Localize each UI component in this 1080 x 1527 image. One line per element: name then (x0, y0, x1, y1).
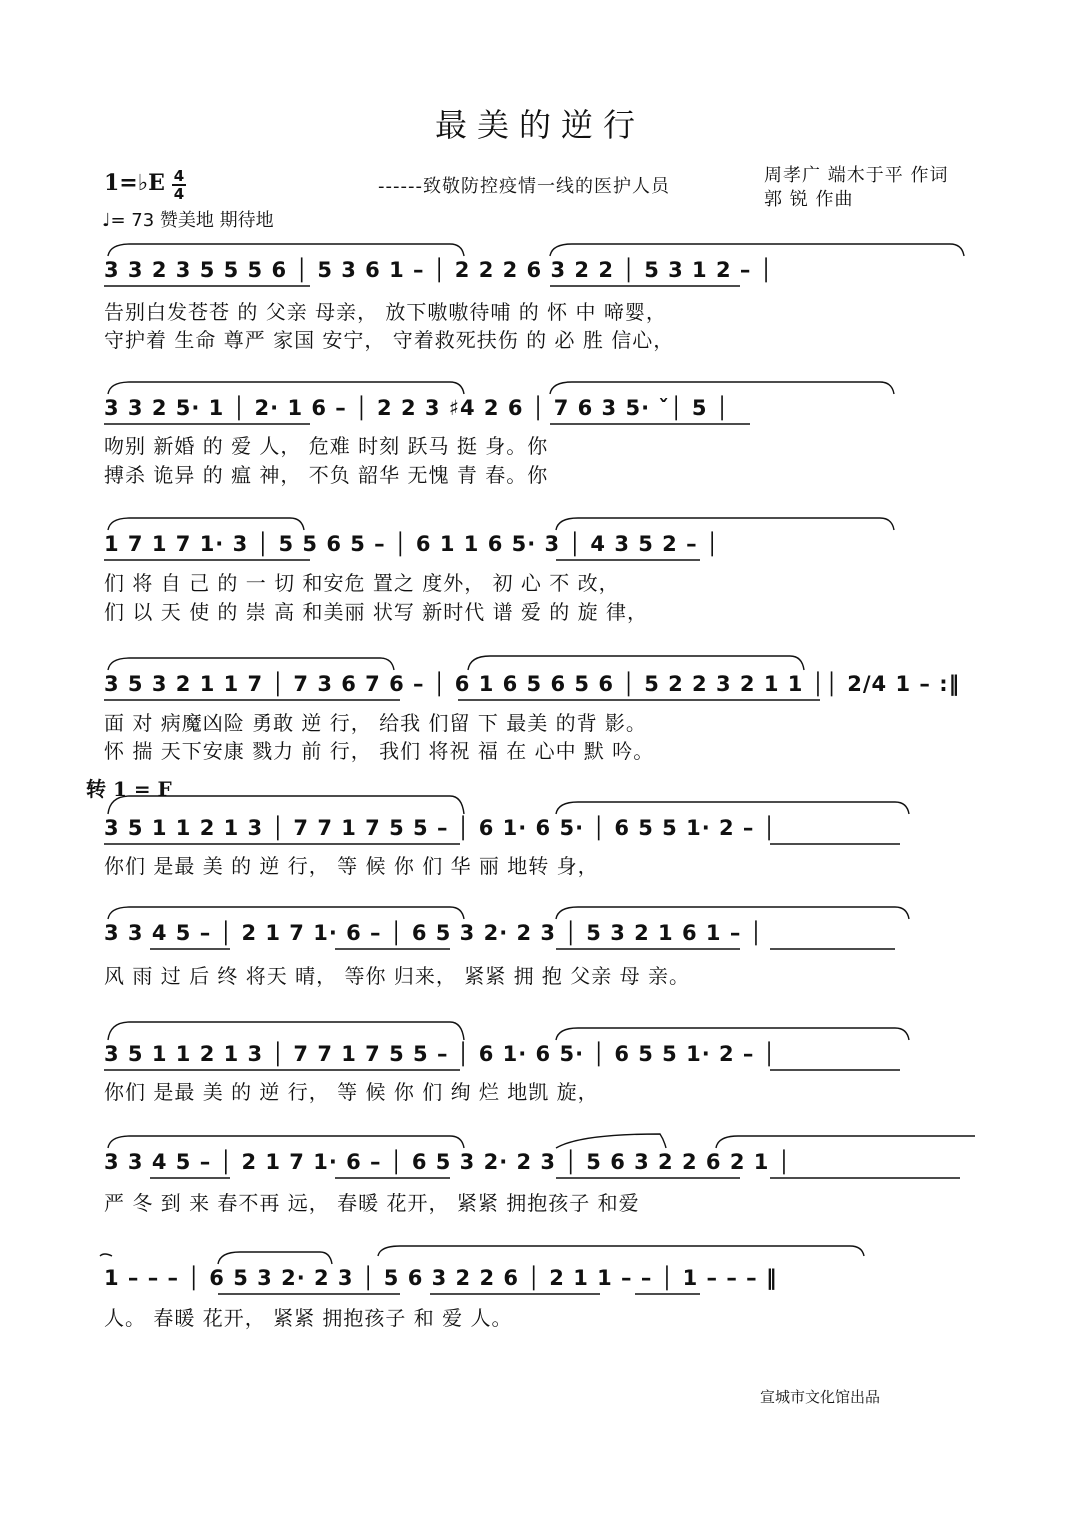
notation-line-8: 3 3 4 5 – │ 2 1 7 1· 6 – │ 6 5 3 2· 2 3 │ 5 6 3 2 2 6 2 1 │ (104, 1150, 792, 1174)
time-signature-top: 4 (173, 167, 185, 185)
lyric-line-1-verse-1: 告别白发苍苍 的 父亲 母亲， 放下嗷嗷待哺 的 怀 中 啼婴， (104, 300, 667, 324)
notation-line-1: 3 3 2 3 5 5 5 6 │ 5 3 6 1 – │ 2 2 2 6 3 2 2 │ 5 3 1 2 – │ (104, 258, 774, 282)
notation-line-5: 3 5 1 1 2 1 3 │ 7 7 1 7 5 5 – │ 6 1· 6 5· │ 6 5 5 1· 2 – │ (104, 816, 777, 840)
lyric-line-9: 人。 春暖 花开， 紧紧 拥抱孩子 和 爱 人。 (104, 1306, 513, 1330)
lyric-line-1-verse-2: 守护着 生命 尊严 家国 安宁， 守着救死扶伤 的 必 胜 信心， (104, 328, 675, 352)
key-signature: 1=♭E (104, 170, 165, 196)
lyric-line-5: 你们 是最 美 的 逆 行， 等 候 你 们 华 丽 地转 身， (104, 854, 599, 878)
lyric-line-2-verse-2: 搏杀 诡异 的 瘟 神， 不负 韶华 无愧 青 春。你 (104, 463, 549, 487)
notation-line-6: 3 3 4 5 – │ 2 1 7 1· 6 – │ 6 5 3 2· 2 3 │ 5 3 2 1 6 1 – │ (104, 921, 764, 945)
lyric-line-8: 严 冬 到 来 春不再 远， 春暖 花开， 紧紧 拥抱孩子 和爱 (104, 1191, 640, 1215)
subtitle: ------致敬防控疫情一线的医护人员 (378, 176, 670, 197)
notation-line-3: 1 7 1 7 1· 3 │ 5 5 6 5 – │ 6 1 1 6 5· 3 │ 4 3 5 2 – │ (104, 532, 720, 556)
modulation-marking: 转 1 = F (86, 777, 172, 801)
lyricist-credit: 周孝广 端木于平 作词 (764, 165, 949, 186)
notation-line-9: 1 – – – │ 6 5 3 2· 2 3 │ 5 6 3 2 2 6 │ 2 1 1 – – │ 1 – – – ‖ (104, 1266, 778, 1290)
song-title: 最美的逆行 (434, 106, 645, 144)
notation-line-7: 3 5 1 1 2 1 3 │ 7 7 1 7 5 5 – │ 6 1· 6 5· │ 6 5 5 1· 2 – │ (104, 1042, 777, 1066)
publisher-credit: 宣城市文化馆出品 (760, 1388, 881, 1406)
tempo-marking: ♩= 73 赞美地 期待地 (102, 210, 274, 231)
lyric-line-6: 风 雨 过 后 终 将天 晴， 等你 归来， 紧紧 拥 抱 父亲 母 亲。 (104, 964, 691, 988)
notation-line-2: 3 3 2 5· 1 │ 2· 1 6 – │ 2 2 3 ♯4 2 6 │ 7 6 3 5· ˇ│ 5 │ (104, 396, 730, 420)
lyric-line-4-verse-1: 面 对 病魔凶险 勇敢 逆 行， 给我 们留 下 最美 的背 影。 (104, 711, 647, 735)
lyric-line-3-verse-1: 们 将 自 己 的 一 切 和安危 置之 度外， 初 心 不 改， (104, 571, 620, 595)
lyric-line-3-verse-2: 们 以 天 使 的 崇 高 和美丽 状写 新时代 谱 爱 的 旋 律， (104, 600, 649, 624)
lyric-line-7: 你们 是最 美 的 逆 行， 等 候 你 们 绚 烂 地凯 旋， (104, 1080, 599, 1104)
lyric-line-4-verse-2: 怀 揣 天下安康 戮力 前 行， 我们 将祝 福 在 心中 默 吟。 (104, 739, 655, 763)
lyric-line-2-verse-1: 吻别 新婚 的 爱 人， 危难 时刻 跃马 挺 身。你 (104, 434, 549, 458)
notation-line-4: 3 5 3 2 1 1 7 │ 7 3 6 7 6 – │ 6 1 6 5 6 5 6 │ 5 2 2 3 2 1 1 ││ 2/4 1 – :‖ (104, 672, 961, 696)
time-signature-bottom: 4 (173, 185, 185, 203)
composer-credit: 郭 锐 作曲 (764, 189, 854, 210)
